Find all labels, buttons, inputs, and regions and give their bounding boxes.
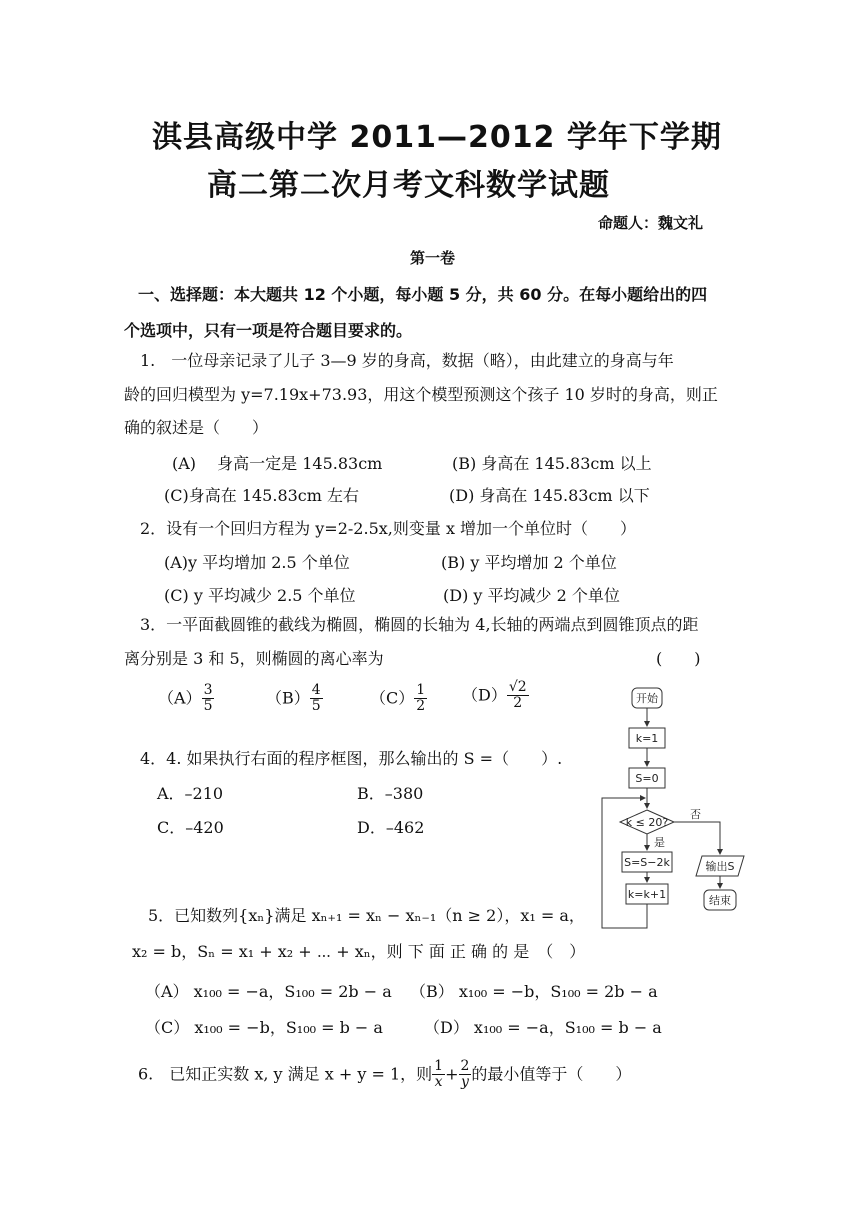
q5-line-1: 5．已知数列{xₙ}满足 xₙ₊₁ = xₙ − xₙ₋₁（n ≥ 2），x₁ = a，	[148, 906, 585, 925]
flow-start-label: 开始	[636, 692, 658, 705]
q2-option-d: (D) y 平均减少 2 个单位	[443, 586, 620, 605]
q2-line-1: 2．设有一个回归方程为 y=2-2.5x,则变量 x 增加一个单位时（ ）	[140, 519, 637, 538]
q6-fraction-1-numerator: 1	[434, 1058, 444, 1074]
q4-option-d: D．–462	[357, 818, 425, 837]
q1-option-a: (A) 身高一定是 145.83cm	[172, 454, 383, 473]
program-flowchart	[598, 684, 758, 934]
author: 命题人：魏文礼	[598, 214, 704, 232]
q5-line-2: x₂ = b，Sₙ = x₁ + x₂ + ⋯ + xₙ，则 下 面 正 确 的 是 （ ）	[132, 942, 586, 961]
q3-paren: ( )	[656, 649, 701, 668]
q6-fraction-1	[432, 1059, 445, 1091]
flow-yes-label: 是	[654, 836, 665, 849]
q1-option-c: (C)身高在 145.83cm 左右	[164, 486, 360, 505]
q6-line	[138, 1059, 631, 1091]
q2-option-a: (A)y 平均增加 2.5 个单位	[164, 553, 350, 572]
q3-option-a-numerator: 3	[203, 682, 213, 698]
q1-line-1: 1. 一位母亲记录了儿子 3—9 岁的身高，数据（略），由此建立的身高与年	[140, 351, 674, 370]
volume-heading: 第一卷	[410, 249, 456, 267]
flow-no-label: 否	[690, 808, 701, 821]
q3-line-1: 3．一平面截圆锥的截线为椭圆，椭圆的长轴为 4,长轴的两端点到圆锥顶点的距	[140, 615, 699, 634]
flow-init-s-label: S=0	[635, 772, 659, 785]
q5-option-b: （B） x₁₀₀ = −b，S₁₀₀ = 2b − a	[410, 982, 658, 1001]
q3-option-a-label: （A）	[158, 688, 202, 708]
q3-option-a-denominator: 5	[203, 698, 213, 715]
flow-end-label: 结束	[709, 894, 731, 907]
flow-update-k-label: k=k+1	[627, 888, 667, 901]
q1-line-3: 确的叙述是（ ）	[124, 418, 269, 437]
q3-option-b-fraction	[310, 683, 323, 715]
q5-option-c: （C） x₁₀₀ = −b，S₁₀₀ = b − a	[145, 1018, 383, 1037]
flow-output-label: 输出S	[705, 860, 735, 873]
q3-option-d-fraction	[507, 680, 529, 712]
q4-option-a: A．–210	[157, 784, 224, 803]
q6-plus: +	[445, 1064, 459, 1084]
q3-option-d-label: （D）	[462, 685, 507, 705]
q3-option-c	[370, 683, 427, 715]
q3-option-a-fraction	[202, 683, 215, 715]
q6-fraction-2-numerator: 2	[460, 1058, 470, 1074]
q3-line-2: 离分别是 3 和 5，则椭圆的离心率为	[124, 649, 384, 668]
q3-option-c-label: （C）	[370, 688, 415, 708]
q3-option-c-fraction	[414, 683, 427, 715]
q3-option-b-label: （B）	[266, 688, 310, 708]
q6-fraction-1-denominator: x	[434, 1074, 443, 1091]
q3-option-c-denominator: 2	[416, 698, 426, 715]
q6-fraction-2-denominator: y	[461, 1074, 469, 1091]
flow-init-k-label: k=1	[635, 732, 659, 745]
q3-option-b-denominator: 5	[311, 698, 321, 715]
q2-option-c: (C) y 平均减少 2.5 个单位	[164, 586, 356, 605]
q3-option-d-numerator: √2	[508, 679, 527, 695]
q1-option-d: (D) 身高在 145.83cm 以下	[449, 486, 650, 505]
q3-option-d	[462, 680, 529, 712]
q3-option-b	[266, 683, 323, 715]
q6-prefix: 6. 已知正实数 x, y 满足 x + y = 1，则	[138, 1064, 433, 1084]
q3-option-c-numerator: 1	[416, 682, 426, 698]
section-instructions-line-1: 一、选择题：本大题共 12 个小题，每小题 5 分，共 60 分。在每小题给出的四	[138, 285, 708, 304]
q6-suffix: 的最小值等于（ ）	[471, 1064, 632, 1084]
flow-condition-label: k ≤ 20?	[625, 816, 669, 829]
title-line-2: 高二第二次月考文科数学试题	[207, 168, 610, 203]
q3-option-b-numerator: 4	[311, 682, 321, 698]
q4-option-b: B．–380	[357, 784, 424, 803]
q5-option-a: （A） x₁₀₀ = −a，S₁₀₀ = 2b − a	[145, 982, 392, 1001]
q1-option-b: (B) 身高在 145.83cm 以上	[452, 454, 652, 473]
flow-update-s-label: S=S−2k	[624, 856, 670, 869]
q4-line-1: 4．4. 如果执行右面的程序框图，那么输出的 S =（ ）.	[140, 749, 563, 768]
q3-option-a	[158, 683, 214, 715]
q5-option-d: （D） x₁₀₀ = −a，S₁₀₀ = b − a	[424, 1018, 662, 1037]
q1-line-2: 龄的回归模型为 y=7.19x+73.93，用这个模型预测这个孩子 10 岁时的身高，则正	[124, 385, 718, 404]
q6-fraction-2	[459, 1059, 472, 1091]
title-line-1: 淇县高级中学 2011—2012 学年下学期	[152, 120, 722, 155]
q4-option-c: C．–420	[157, 818, 224, 837]
section-instructions-line-2: 个选项中，只有一项是符合题目要求的。	[124, 321, 413, 340]
q2-option-b: (B) y 平均增加 2 个单位	[441, 553, 617, 572]
q3-option-d-denominator: 2	[513, 695, 523, 712]
